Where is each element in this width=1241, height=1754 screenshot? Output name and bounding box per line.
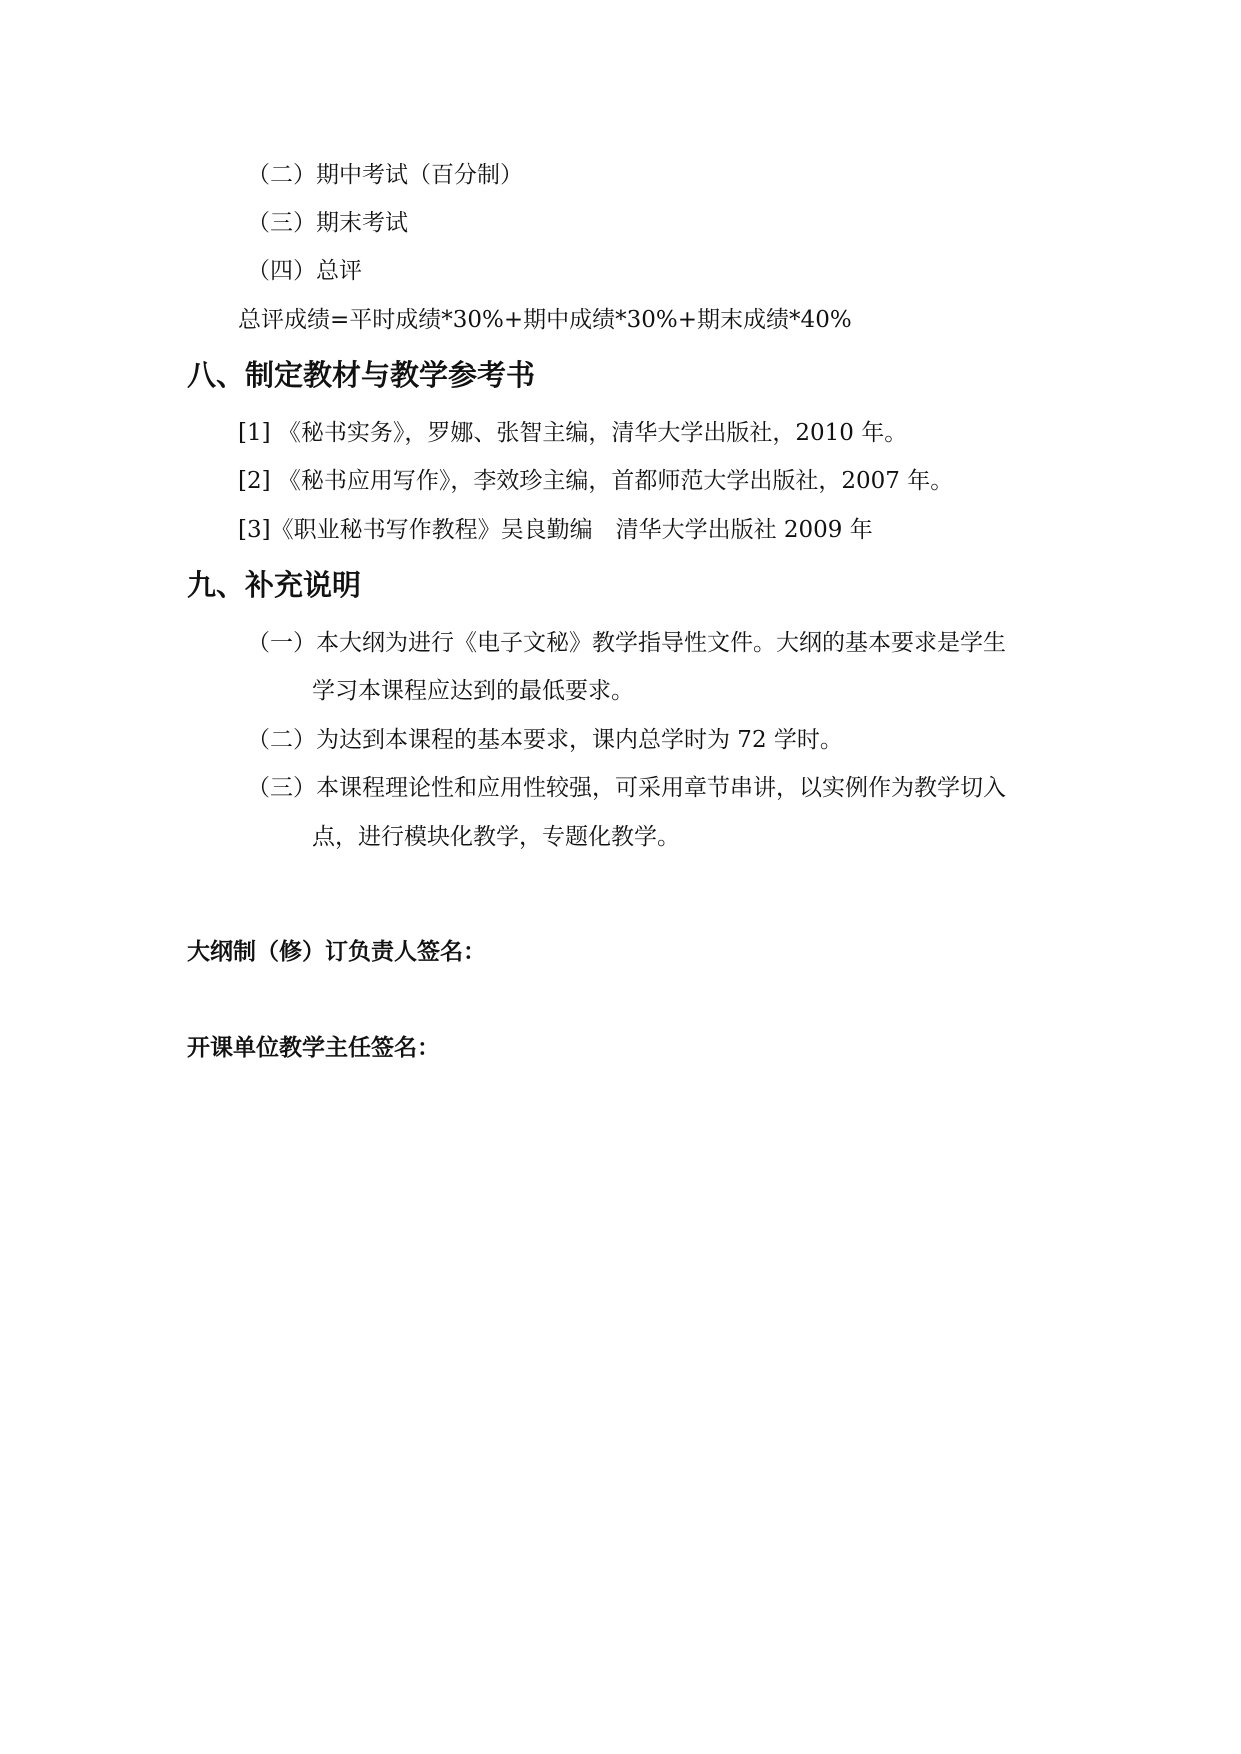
- assessment-item-midterm: （二）期中考试（百分制）: [247, 162, 523, 188]
- note-1-line-2: 学习本课程应达到的最低要求。: [312, 678, 634, 704]
- section-8-heading: 八、制定教材与教学参考书: [187, 358, 536, 392]
- assessment-item-overall: （四）总评: [247, 258, 362, 284]
- section-9-heading: 九、补充说明: [187, 568, 362, 602]
- reference-1: [1] 《秘书实务》，罗娜、张智主编，清华大学出版社，2010 年。: [238, 420, 908, 446]
- assessment-formula: 总评成绩=平时成绩*30%+期中成绩*30%+期末成绩*40%: [238, 307, 852, 333]
- note-3-line-1: （三）本课程理论性和应用性较强，可采用章节串讲，以实例作为教学切入: [247, 775, 1006, 801]
- reference-2: [2] 《秘书应用写作》，李效珍主编，首都师范大学出版社，2007 年。: [238, 468, 954, 494]
- note-2: （二）为达到本课程的基本要求，课内总学时为 72 学时。: [247, 727, 843, 753]
- outline-owner-signature-label: 大纲制（修）订负责人签名：: [187, 939, 486, 965]
- reference-3: [3]《职业秘书写作教程》吴良勤编 清华大学出版社 2009 年: [238, 517, 873, 543]
- assessment-item-final: （三）期末考试: [247, 210, 408, 236]
- unit-director-signature-label: 开课单位教学主任签名：: [187, 1035, 440, 1061]
- note-3-line-2: 点，进行模块化教学，专题化教学。: [312, 824, 680, 850]
- note-1-line-1: （一）本大纲为进行《电子文秘》教学指导性文件。大纲的基本要求是学生: [247, 630, 1006, 656]
